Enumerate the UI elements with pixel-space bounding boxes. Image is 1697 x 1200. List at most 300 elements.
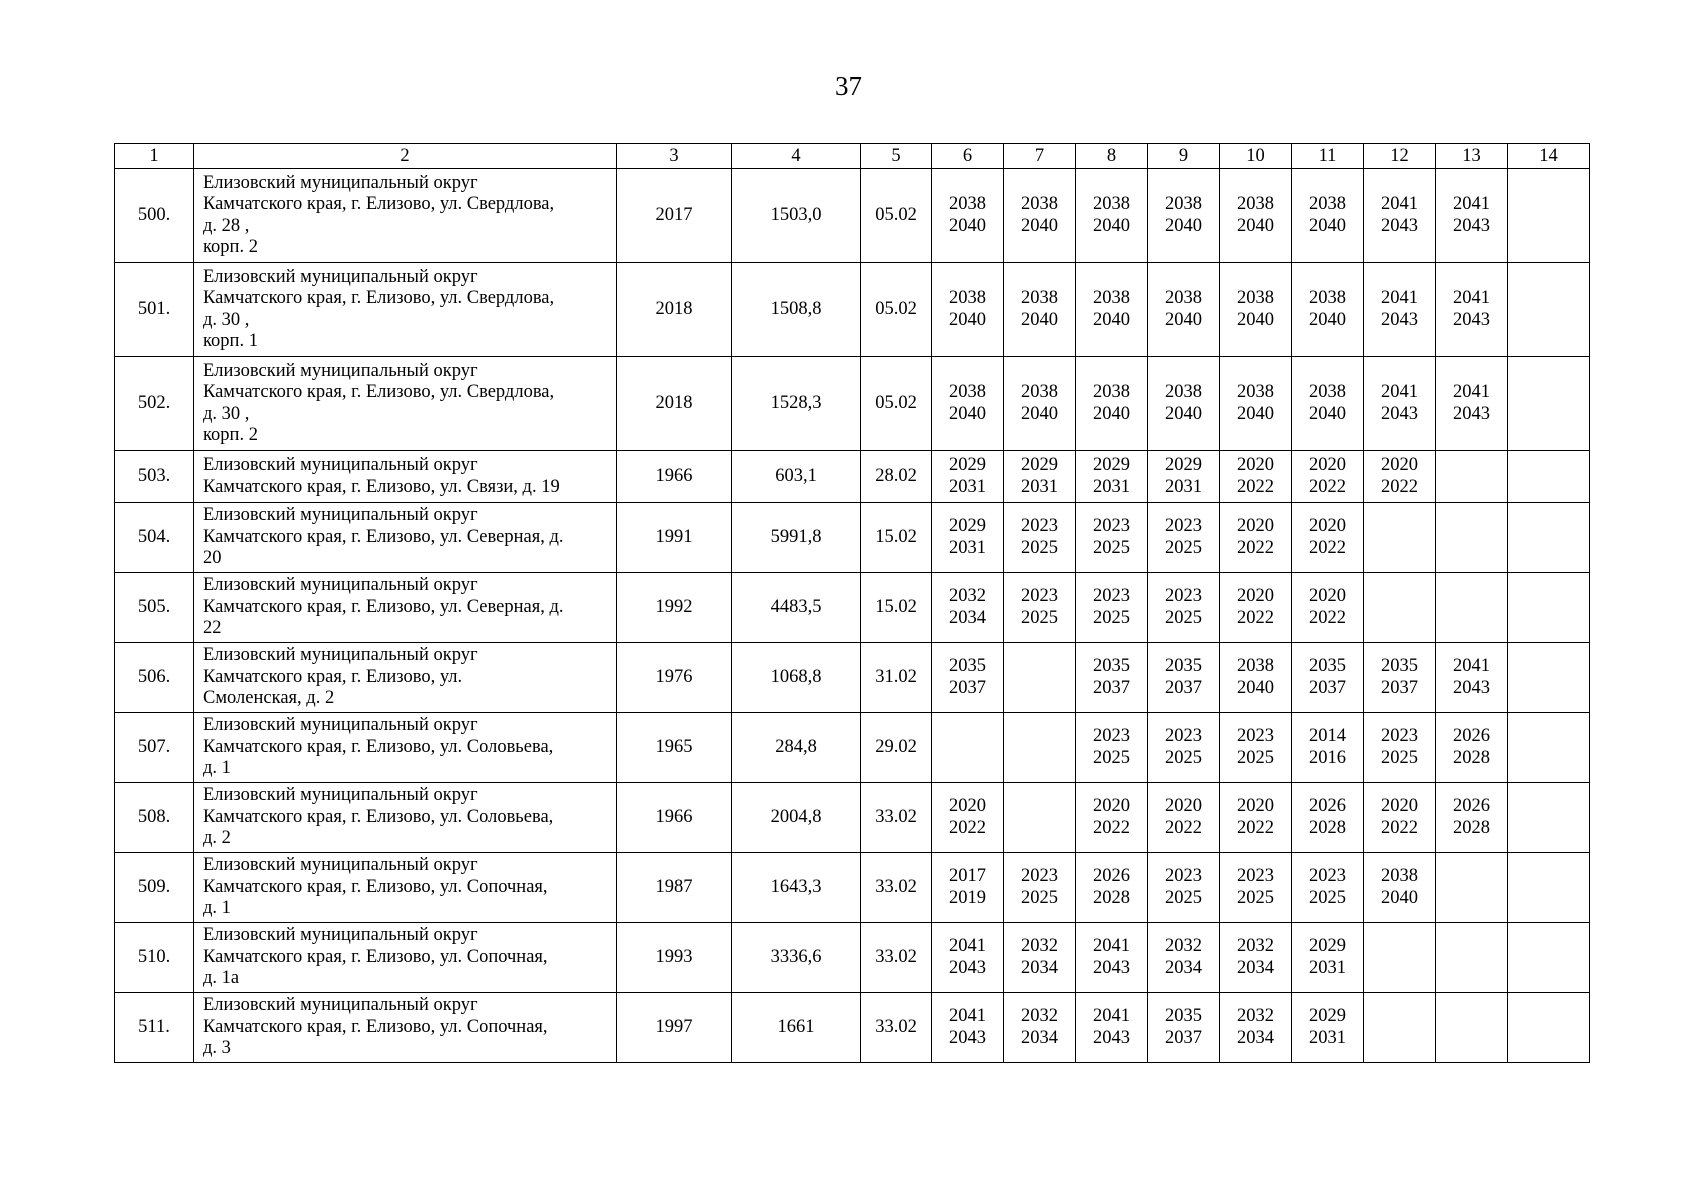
period-cell (1076, 923, 1148, 993)
address-cell (194, 713, 617, 783)
period-year: 2032 (1021, 936, 1058, 956)
period-year: 2023 (1237, 866, 1274, 886)
period-year: 2022 (1237, 817, 1274, 838)
period-cell (1004, 643, 1076, 713)
address-line: Елизовский муниципальный округ (203, 575, 478, 596)
period-cell (932, 713, 1004, 783)
code-cell: 05.02 (861, 263, 932, 357)
period-cell (1292, 783, 1364, 853)
period-year: 2037 (1165, 1027, 1202, 1048)
period-cell (1076, 993, 1148, 1063)
row-number-cell: 509. (115, 853, 194, 923)
period-cell (1436, 783, 1508, 853)
period-year: 2040 (1093, 403, 1130, 424)
table-header-row (115, 144, 1590, 169)
period-year: 2035 (1165, 1006, 1202, 1026)
period-year: 2031 (949, 476, 986, 497)
column-header: 12 (1364, 144, 1436, 169)
period-year: 2014 (1309, 726, 1346, 746)
period-year: 2038 (949, 288, 986, 308)
period-cell (1436, 451, 1508, 503)
column-header: 4 (732, 144, 861, 169)
period-cell (1148, 853, 1220, 923)
period-year: 2040 (1309, 215, 1346, 236)
period-year: 2025 (1381, 747, 1418, 768)
column-header: 2 (194, 144, 617, 169)
period-cell (932, 451, 1004, 503)
period-cell (1004, 503, 1076, 573)
period-year: 2032 (1021, 1006, 1058, 1026)
period-year: 2025 (1309, 887, 1346, 908)
row-number-cell: 504. (115, 503, 194, 573)
table-row (115, 923, 1590, 993)
period-year: 2038 (1093, 194, 1130, 214)
period-year: 2034 (1021, 1027, 1058, 1048)
address-line: Камчатского края, г. Елизово, ул. Сопочная, (203, 1016, 548, 1037)
period-year: 2041 (1381, 288, 1418, 308)
row-number-cell: 502. (115, 357, 194, 451)
period-year: 2038 (1309, 194, 1346, 214)
period-year: 2040 (1309, 309, 1346, 330)
row-number-cell: 511. (115, 993, 194, 1063)
table-row (115, 263, 1590, 357)
period-cell (1508, 263, 1590, 357)
period-year: 2035 (1309, 656, 1346, 676)
period-cell (1148, 783, 1220, 853)
period-year: 2023 (1165, 726, 1202, 746)
period-cell (1508, 503, 1590, 573)
period-year: 2043 (949, 1027, 986, 1048)
period-cell (1148, 503, 1220, 573)
period-year: 2038 (1165, 382, 1202, 402)
table-row (115, 169, 1590, 263)
period-year: 2026 (1093, 866, 1130, 886)
address-cell (194, 451, 617, 503)
column-header: 1 (115, 144, 194, 169)
period-year: 2022 (1309, 476, 1346, 497)
period-year: 2022 (1381, 817, 1418, 838)
period-year: 2023 (1309, 866, 1346, 886)
period-year: 2041 (1093, 936, 1130, 956)
period-year: 2023 (1165, 516, 1202, 536)
table-row (115, 853, 1590, 923)
period-year: 2020 (949, 796, 986, 816)
period-cell (1004, 357, 1076, 451)
period-cell (1292, 573, 1364, 643)
row-number-cell: 508. (115, 783, 194, 853)
period-year: 2040 (1021, 309, 1058, 330)
address-line: д. 3 (203, 1038, 231, 1059)
period-year: 2038 (1237, 656, 1274, 676)
period-year: 2022 (1381, 476, 1418, 497)
period-year: 2031 (1309, 1027, 1346, 1048)
period-cell (1364, 853, 1436, 923)
period-year: 2037 (1309, 677, 1346, 698)
period-cell (1220, 643, 1292, 713)
code-cell: 29.02 (861, 713, 932, 783)
period-year: 2038 (1165, 194, 1202, 214)
period-cell (1508, 853, 1590, 923)
period-cell (1436, 713, 1508, 783)
period-year: 2040 (1237, 677, 1274, 698)
period-year: 2026 (1453, 796, 1490, 816)
period-year: 2020 (1237, 586, 1274, 606)
period-year: 2022 (1165, 817, 1202, 838)
period-year: 2031 (1093, 476, 1130, 497)
period-year: 2043 (1453, 215, 1490, 236)
period-year: 2043 (1381, 215, 1418, 236)
area-cell: 1068,8 (732, 643, 861, 713)
period-year: 2032 (1165, 936, 1202, 956)
area-cell: 1643,3 (732, 853, 861, 923)
address-line: Елизовский муниципальный округ (203, 360, 478, 381)
build-year-cell: 1966 (617, 451, 732, 503)
period-year: 2025 (1165, 887, 1202, 908)
table-row (115, 783, 1590, 853)
period-cell (1436, 923, 1508, 993)
period-cell (1220, 923, 1292, 993)
period-cell (1004, 573, 1076, 643)
period-cell (1508, 573, 1590, 643)
period-year: 2032 (949, 586, 986, 606)
area-cell: 1661 (732, 993, 861, 1063)
table-row (115, 993, 1590, 1063)
period-year: 2031 (1309, 957, 1346, 978)
address-cell (194, 643, 617, 713)
period-year: 2029 (1309, 936, 1346, 956)
period-year: 2037 (1093, 677, 1130, 698)
period-cell (1148, 713, 1220, 783)
address-line: Камчатского края, г. Елизово, ул. Соловьева, (203, 736, 554, 757)
column-header: 6 (932, 144, 1004, 169)
row-number-cell: 510. (115, 923, 194, 993)
table-row (115, 573, 1590, 643)
period-year: 2028 (1453, 747, 1490, 768)
address-cell (194, 503, 617, 573)
address-line: Елизовский муниципальный округ (203, 925, 478, 946)
period-year: 2038 (1309, 382, 1346, 402)
period-year: 2028 (1453, 817, 1490, 838)
period-cell (1436, 853, 1508, 923)
address-line: Камчатского края, г. Елизово, ул. Свердлова, (203, 288, 555, 308)
period-cell (1148, 357, 1220, 451)
address-cell (194, 923, 617, 993)
period-cell (1364, 993, 1436, 1063)
period-year: 2038 (949, 194, 986, 214)
build-year-cell: 1993 (617, 923, 732, 993)
period-cell (1220, 451, 1292, 503)
period-cell (932, 503, 1004, 573)
address-line: Смоленская, д. 2 (203, 688, 335, 709)
period-year: 2031 (949, 537, 986, 558)
address-line: Елизовский муниципальный округ (203, 455, 478, 475)
column-header: 10 (1220, 144, 1292, 169)
period-cell (1436, 993, 1508, 1063)
period-year: 2026 (1309, 796, 1346, 816)
area-cell: 2004,8 (732, 783, 861, 853)
address-line: д. 1 (203, 758, 231, 779)
period-year: 2020 (1309, 516, 1346, 536)
period-year: 2025 (1165, 607, 1202, 628)
address-line: Елизовский муниципальный округ (203, 266, 478, 287)
period-year: 2022 (1093, 817, 1130, 838)
address-line: Елизовский муниципальный округ (203, 505, 478, 526)
code-cell: 33.02 (861, 993, 932, 1063)
period-cell (1004, 451, 1076, 503)
period-cell (1220, 713, 1292, 783)
row-number-cell: 500. (115, 169, 194, 263)
period-cell (1364, 451, 1436, 503)
period-year: 2037 (1381, 677, 1418, 698)
period-cell (1148, 263, 1220, 357)
period-cell (1076, 169, 1148, 263)
address-line: Елизовский муниципальный округ (203, 172, 478, 193)
column-header: 7 (1004, 144, 1076, 169)
period-year: 2023 (1021, 866, 1058, 886)
code-cell: 33.02 (861, 853, 932, 923)
period-cell (1508, 713, 1590, 783)
period-year: 2029 (949, 516, 986, 536)
period-year: 2041 (1453, 288, 1490, 308)
period-year: 2022 (1237, 476, 1274, 497)
period-cell (1364, 503, 1436, 573)
table-row (115, 451, 1590, 503)
period-year: 2038 (1237, 288, 1274, 308)
code-cell: 15.02 (861, 503, 932, 573)
period-year: 2043 (1093, 957, 1130, 978)
period-cell (1292, 263, 1364, 357)
build-year-cell: 1991 (617, 503, 732, 573)
period-cell (1436, 263, 1508, 357)
period-year: 2019 (949, 887, 986, 908)
period-year: 2022 (1309, 537, 1346, 558)
period-year: 2038 (949, 382, 986, 402)
period-year: 2040 (1237, 403, 1274, 424)
period-year: 2043 (1381, 309, 1418, 330)
address-line: Елизовский муниципальный округ (203, 715, 478, 736)
period-year: 2020 (1309, 586, 1346, 606)
period-year: 2041 (949, 936, 986, 956)
period-year: 2025 (1237, 747, 1274, 768)
period-year: 2026 (1453, 726, 1490, 746)
period-year: 2038 (1165, 288, 1202, 308)
period-year: 2041 (1093, 1006, 1130, 1026)
row-number-cell: 506. (115, 643, 194, 713)
period-year: 2040 (949, 403, 986, 424)
period-year: 2041 (1453, 194, 1490, 214)
period-year: 2029 (1021, 455, 1058, 475)
period-cell (1508, 643, 1590, 713)
period-cell (1292, 713, 1364, 783)
period-cell (1220, 263, 1292, 357)
period-cell (1292, 357, 1364, 451)
column-header: 9 (1148, 144, 1220, 169)
period-cell (1292, 169, 1364, 263)
period-cell (932, 993, 1004, 1063)
code-cell: 28.02 (861, 451, 932, 503)
period-year: 2040 (949, 309, 986, 330)
period-year: 2025 (1021, 607, 1058, 628)
period-cell (1364, 643, 1436, 713)
period-year: 2040 (1021, 403, 1058, 424)
period-cell (1508, 357, 1590, 451)
period-cell (1004, 713, 1076, 783)
page-number: 37 (835, 71, 862, 101)
address-line: д. 30 , (203, 309, 250, 330)
period-cell (1508, 923, 1590, 993)
period-cell (1436, 169, 1508, 263)
period-cell (932, 853, 1004, 923)
period-year: 2025 (1165, 537, 1202, 558)
period-year: 2023 (1237, 726, 1274, 746)
area-cell: 1508,8 (732, 263, 861, 357)
period-cell (1364, 263, 1436, 357)
build-year-cell: 2017 (617, 169, 732, 263)
period-year: 2040 (1165, 309, 1202, 330)
period-cell (1292, 923, 1364, 993)
address-line: д. 30 , (203, 403, 250, 424)
build-year-cell: 1966 (617, 783, 732, 853)
address-line: Камчатского края, г. Елизово, ул. (203, 666, 463, 687)
period-cell (1076, 503, 1148, 573)
address-cell (194, 169, 617, 263)
period-year: 2038 (1381, 866, 1418, 886)
period-year: 2025 (1093, 747, 1130, 768)
period-year: 2029 (1165, 455, 1202, 475)
period-year: 2023 (1021, 586, 1058, 606)
period-year: 2025 (1093, 537, 1130, 558)
table-row (115, 503, 1590, 573)
period-cell (1292, 993, 1364, 1063)
period-year: 2016 (1309, 747, 1346, 768)
period-cell (1364, 923, 1436, 993)
column-header: 14 (1508, 144, 1590, 169)
address-line: 20 (203, 548, 222, 569)
period-year: 2040 (1093, 309, 1130, 330)
period-year: 2040 (1309, 403, 1346, 424)
period-year: 2038 (1237, 382, 1274, 402)
code-cell: 05.02 (861, 169, 932, 263)
period-year: 2022 (949, 817, 986, 838)
period-year: 2034 (1021, 957, 1058, 978)
period-cell (932, 783, 1004, 853)
period-cell (1004, 263, 1076, 357)
period-year: 2040 (1381, 887, 1418, 908)
period-year: 2038 (1093, 382, 1130, 402)
period-cell (1292, 853, 1364, 923)
period-year: 2038 (1237, 194, 1274, 214)
column-header: 11 (1292, 144, 1364, 169)
address-cell (194, 993, 617, 1063)
period-cell (1436, 357, 1508, 451)
period-year: 2043 (1093, 1027, 1130, 1048)
period-year: 2025 (1165, 747, 1202, 768)
address-line: Камчатского края, г. Елизово, ул. Сопочная, (203, 946, 548, 967)
address-line: Камчатского края, г. Елизово, ул. Связи, д. 19 (203, 476, 560, 497)
period-year: 2038 (1021, 194, 1058, 214)
period-year: 2028 (1309, 817, 1346, 838)
period-cell (1220, 783, 1292, 853)
code-cell: 33.02 (861, 923, 932, 993)
period-year: 2020 (1237, 516, 1274, 536)
period-cell (1508, 451, 1590, 503)
address-cell (194, 853, 617, 923)
period-cell (1076, 643, 1148, 713)
period-year: 2035 (1093, 656, 1130, 676)
code-cell: 31.02 (861, 643, 932, 713)
period-cell (1076, 783, 1148, 853)
area-cell: 5991,8 (732, 503, 861, 573)
period-year: 2038 (1093, 288, 1130, 308)
address-line: корп. 2 (203, 425, 258, 445)
period-year: 2017 (949, 866, 986, 886)
address-line: Камчатского края, г. Елизово, ул. Свердлова, (203, 194, 555, 214)
period-cell (1220, 993, 1292, 1063)
build-year-cell: 1976 (617, 643, 732, 713)
build-year-cell: 2018 (617, 357, 732, 451)
period-year: 2034 (949, 607, 986, 628)
period-year: 2029 (949, 455, 986, 475)
period-year: 2025 (1021, 887, 1058, 908)
area-cell: 4483,5 (732, 573, 861, 643)
period-year: 2022 (1237, 537, 1274, 558)
period-cell (932, 169, 1004, 263)
period-cell (1076, 573, 1148, 643)
period-cell (1364, 783, 1436, 853)
table-body (115, 169, 1590, 1063)
address-line: д. 1а (203, 968, 240, 989)
code-cell: 15.02 (861, 573, 932, 643)
address-cell (194, 783, 617, 853)
table-row (115, 713, 1590, 783)
period-year: 2023 (1165, 866, 1202, 886)
period-cell (1220, 357, 1292, 451)
address-line: корп. 2 (203, 237, 258, 257)
period-year: 2025 (1021, 537, 1058, 558)
period-year: 2040 (949, 215, 986, 236)
period-year: 2029 (1309, 1006, 1346, 1026)
period-year: 2020 (1093, 796, 1130, 816)
period-cell (932, 643, 1004, 713)
period-cell (1148, 451, 1220, 503)
housing-table (114, 143, 1590, 1063)
period-year: 2037 (949, 677, 986, 698)
address-cell (194, 573, 617, 643)
area-cell: 1528,3 (732, 357, 861, 451)
period-year: 2023 (1165, 586, 1202, 606)
period-year: 2031 (1165, 476, 1202, 497)
period-year: 2029 (1093, 455, 1130, 475)
address-line: Камчатского края, г. Елизово, ул. Сопочная, (203, 876, 548, 897)
address-line: 22 (203, 618, 222, 639)
period-year: 2038 (1309, 288, 1346, 308)
code-cell: 05.02 (861, 357, 932, 451)
period-cell (932, 573, 1004, 643)
period-cell (1076, 853, 1148, 923)
period-year: 2034 (1237, 957, 1274, 978)
period-year: 2023 (1381, 726, 1418, 746)
period-cell (1004, 993, 1076, 1063)
period-year: 2020 (1309, 455, 1346, 475)
period-year: 2040 (1021, 215, 1058, 236)
period-year: 2020 (1165, 796, 1202, 816)
period-year: 2043 (1453, 309, 1490, 330)
period-cell (1436, 573, 1508, 643)
address-line: Камчатского края, г. Елизово, ул. Северная, д. (203, 526, 564, 547)
period-year: 2041 (1453, 656, 1490, 676)
address-line: корп. 1 (203, 331, 258, 351)
period-cell (1364, 169, 1436, 263)
